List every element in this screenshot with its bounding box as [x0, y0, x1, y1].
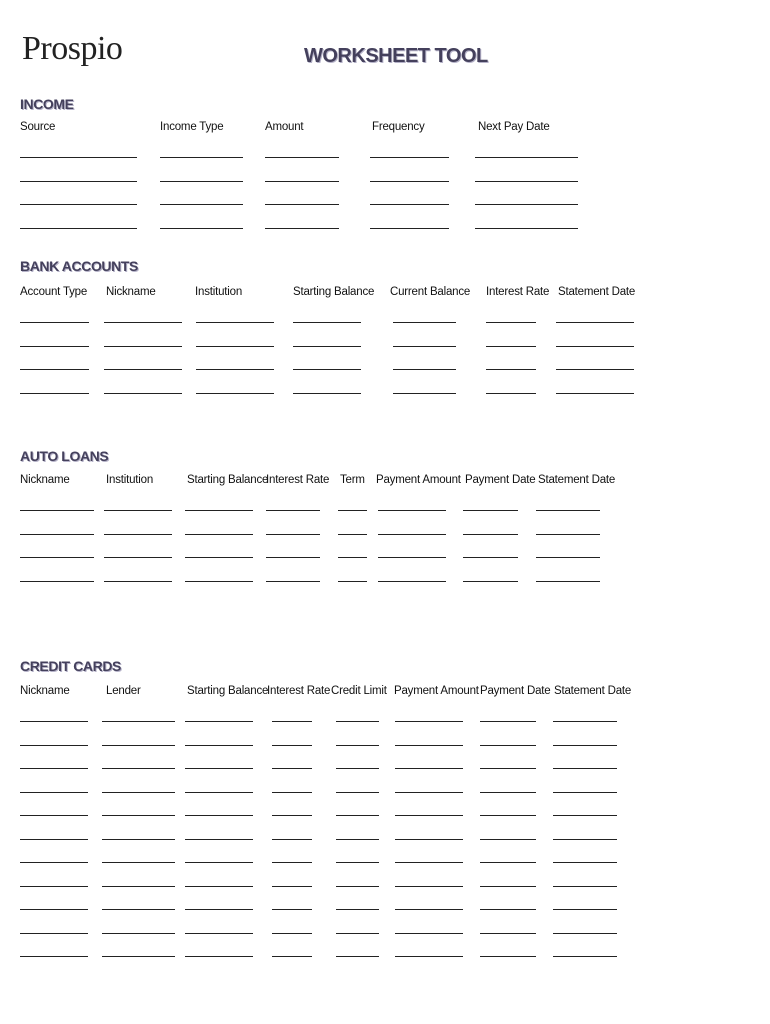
blank-line-lender[interactable]	[102, 909, 175, 910]
blank-line-payment-date[interactable]	[480, 886, 536, 887]
blank-line-payment-amount[interactable]	[378, 557, 446, 558]
blank-line-statement-date[interactable]	[553, 933, 617, 934]
blank-line-institution[interactable]	[104, 510, 172, 511]
blank-line-payment-amount[interactable]	[378, 534, 446, 535]
blank-line-payment-amount[interactable]	[395, 721, 463, 722]
blank-line-nickname[interactable]	[104, 346, 182, 347]
blank-line-nickname[interactable]	[20, 815, 88, 816]
blank-line-interest-rate[interactable]	[266, 557, 320, 558]
column-header-interest-rate: Interest Rate	[486, 286, 550, 298]
blank-line-starting-balance[interactable]	[185, 886, 253, 887]
blank-line-next-pay-date[interactable]	[475, 181, 578, 182]
blank-line-payment-amount[interactable]	[395, 956, 463, 957]
blank-line-credit-limit[interactable]	[336, 792, 379, 793]
blank-line-starting-balance[interactable]	[293, 369, 361, 370]
blank-line-interest-rate[interactable]	[266, 534, 320, 535]
column-header-income-type: Income Type	[160, 121, 224, 133]
blank-line-starting-balance[interactable]	[293, 346, 361, 347]
column-header-payment-date: Payment Date	[480, 685, 551, 697]
column-header-payment-date: Payment Date	[465, 474, 536, 486]
blank-line-interest-rate[interactable]	[486, 393, 536, 394]
blank-line-statement-date[interactable]	[556, 346, 634, 347]
blank-line-next-pay-date[interactable]	[475, 204, 578, 205]
blank-line-interest-rate[interactable]	[266, 510, 320, 511]
blank-line-starting-balance[interactable]	[185, 557, 253, 558]
blank-line-lender[interactable]	[102, 745, 175, 746]
column-header-institution: Institution	[195, 286, 243, 298]
blank-line-frequency[interactable]	[370, 204, 449, 205]
column-header-nickname: Nickname	[20, 474, 70, 486]
blank-line-institution[interactable]	[196, 393, 274, 394]
column-header-credit-limit: Credit Limit	[331, 685, 387, 697]
blank-line-interest-rate[interactable]	[486, 322, 536, 323]
column-header-nickname: Nickname	[20, 685, 70, 697]
blank-line-payment-amount[interactable]	[395, 933, 463, 934]
blank-line-payment-date[interactable]	[463, 581, 518, 582]
blank-line-institution[interactable]	[104, 557, 172, 558]
blank-line-institution[interactable]	[104, 534, 172, 535]
blank-line-term[interactable]	[338, 581, 367, 582]
blank-line-payment-amount[interactable]	[378, 581, 446, 582]
blank-line-lender[interactable]	[102, 792, 175, 793]
blank-line-lender[interactable]	[102, 768, 175, 769]
column-header-institution: Institution	[106, 474, 154, 486]
blank-line-interest-rate[interactable]	[272, 886, 312, 887]
column-header-amount: Amount	[265, 121, 304, 133]
blank-line-amount[interactable]	[265, 204, 339, 205]
blank-line-income-type[interactable]	[160, 157, 243, 158]
blank-line-interest-rate[interactable]	[272, 721, 312, 722]
blank-line-interest-rate[interactable]	[272, 815, 312, 816]
blank-line-nickname[interactable]	[20, 510, 94, 511]
column-header-payment-amount: Payment Amount	[394, 685, 479, 697]
blank-line-payment-date[interactable]	[480, 862, 536, 863]
page-title: WORKSHEET TOOL	[304, 45, 488, 67]
blank-line-credit-limit[interactable]	[336, 768, 379, 769]
blank-line-nickname[interactable]	[20, 956, 88, 957]
blank-line-payment-date[interactable]	[480, 745, 536, 746]
blank-line-lender[interactable]	[102, 839, 175, 840]
blank-line-payment-date[interactable]	[463, 510, 518, 511]
blank-line-term[interactable]	[338, 510, 367, 511]
blank-line-payment-date[interactable]	[463, 534, 518, 535]
blank-line-credit-limit[interactable]	[336, 933, 379, 934]
blank-line-institution[interactable]	[196, 322, 274, 323]
blank-line-interest-rate[interactable]	[272, 909, 312, 910]
column-header-next-pay-date: Next Pay Date	[478, 121, 550, 133]
blank-line-interest-rate[interactable]	[272, 745, 312, 746]
blank-line-nickname[interactable]	[20, 909, 88, 910]
blank-line-credit-limit[interactable]	[336, 886, 379, 887]
blank-line-interest-rate[interactable]	[272, 956, 312, 957]
blank-line-current-balance[interactable]	[393, 322, 456, 323]
column-header-statement-date: Statement Date	[558, 286, 636, 298]
column-header-starting-balance: Starting Balance	[187, 474, 269, 486]
blank-line-payment-amount[interactable]	[395, 839, 463, 840]
blank-line-institution[interactable]	[196, 369, 274, 370]
blank-line-starting-balance[interactable]	[293, 393, 361, 394]
column-header-lender: Lender	[106, 685, 141, 697]
column-header-statement-date: Statement Date	[538, 474, 616, 486]
blank-line-statement-date[interactable]	[553, 886, 617, 887]
blank-line-statement-date[interactable]	[553, 862, 617, 863]
prospio-logo: Prospio	[22, 30, 123, 67]
blank-line-payment-date[interactable]	[480, 721, 536, 722]
blank-line-interest-rate[interactable]	[272, 839, 312, 840]
blank-line-statement-date[interactable]	[553, 815, 617, 816]
blank-line-current-balance[interactable]	[393, 393, 456, 394]
blank-line-payment-date[interactable]	[480, 792, 536, 793]
blank-line-starting-balance[interactable]	[185, 933, 253, 934]
blank-line-payment-amount[interactable]	[395, 745, 463, 746]
blank-line-starting-balance[interactable]	[185, 815, 253, 816]
blank-line-starting-balance[interactable]	[185, 745, 253, 746]
blank-line-term[interactable]	[338, 534, 367, 535]
blank-line-starting-balance[interactable]	[185, 721, 253, 722]
column-header-source: Source	[20, 121, 56, 133]
blank-line-interest-rate[interactable]	[272, 768, 312, 769]
blank-line-statement-date[interactable]	[536, 581, 600, 582]
blank-line-amount[interactable]	[265, 181, 339, 182]
blank-line-account-type[interactable]	[20, 369, 89, 370]
blank-line-statement-date[interactable]	[556, 393, 634, 394]
blank-line-starting-balance[interactable]	[185, 862, 253, 863]
blank-line-payment-amount[interactable]	[395, 815, 463, 816]
blank-line-nickname[interactable]	[20, 886, 88, 887]
blank-line-statement-date[interactable]	[553, 956, 617, 957]
blank-line-statement-date[interactable]	[556, 369, 634, 370]
blank-line-credit-limit[interactable]	[336, 909, 379, 910]
blank-line-statement-date[interactable]	[536, 510, 600, 511]
blank-line-source[interactable]	[20, 181, 137, 182]
blank-line-interest-rate[interactable]	[266, 581, 320, 582]
column-header-account-type: Account Type	[20, 286, 88, 298]
column-header-current-balance: Current Balance	[390, 286, 471, 298]
blank-line-starting-balance[interactable]	[185, 909, 253, 910]
blank-line-statement-date[interactable]	[536, 557, 600, 558]
blank-line-payment-date[interactable]	[480, 933, 536, 934]
blank-line-payment-date[interactable]	[480, 839, 536, 840]
column-header-payment-amount: Payment Amount	[376, 474, 461, 486]
blank-line-interest-rate[interactable]	[272, 933, 312, 934]
blank-line-credit-limit[interactable]	[336, 745, 379, 746]
blank-line-nickname[interactable]	[20, 534, 94, 535]
section-title-income: INCOME	[20, 96, 74, 112]
blank-line-nickname[interactable]	[104, 393, 182, 394]
blank-line-amount[interactable]	[265, 228, 339, 229]
blank-line-account-type[interactable]	[20, 393, 89, 394]
blank-line-lender[interactable]	[102, 815, 175, 816]
column-header-term: Term	[340, 474, 365, 486]
blank-line-lender[interactable]	[102, 933, 175, 934]
blank-line-lender[interactable]	[102, 721, 175, 722]
blank-line-starting-balance[interactable]	[293, 322, 361, 323]
blank-line-income-type[interactable]	[160, 181, 243, 182]
blank-line-frequency[interactable]	[370, 181, 449, 182]
blank-line-payment-date[interactable]	[480, 815, 536, 816]
blank-line-next-pay-date[interactable]	[475, 228, 578, 229]
section-title-credit-cards: CREDIT CARDS	[20, 658, 121, 674]
blank-line-amount[interactable]	[265, 157, 339, 158]
blank-line-credit-limit[interactable]	[336, 956, 379, 957]
column-header-interest-rate: Interest Rate	[267, 685, 331, 697]
blank-line-lender[interactable]	[102, 886, 175, 887]
blank-line-nickname[interactable]	[104, 369, 182, 370]
blank-line-income-type[interactable]	[160, 204, 243, 205]
blank-line-starting-balance[interactable]	[185, 534, 253, 535]
blank-line-nickname[interactable]	[20, 557, 94, 558]
blank-line-statement-date[interactable]	[556, 322, 634, 323]
blank-line-interest-rate[interactable]	[272, 792, 312, 793]
column-header-starting-balance: Starting Balance	[187, 685, 269, 697]
blank-line-statement-date[interactable]	[553, 792, 617, 793]
blank-line-institution[interactable]	[196, 346, 274, 347]
blank-line-payment-date[interactable]	[480, 768, 536, 769]
blank-line-current-balance[interactable]	[393, 346, 456, 347]
blank-line-current-balance[interactable]	[393, 369, 456, 370]
blank-line-starting-balance[interactable]	[185, 510, 253, 511]
blank-line-next-pay-date[interactable]	[475, 157, 578, 158]
blank-line-nickname[interactable]	[20, 721, 88, 722]
blank-line-statement-date[interactable]	[553, 721, 617, 722]
blank-line-interest-rate[interactable]	[486, 346, 536, 347]
blank-line-lender[interactable]	[102, 862, 175, 863]
blank-line-nickname[interactable]	[20, 862, 88, 863]
blank-line-source[interactable]	[20, 157, 137, 158]
blank-line-income-type[interactable]	[160, 228, 243, 229]
blank-line-payment-amount[interactable]	[378, 510, 446, 511]
column-header-nickname: Nickname	[106, 286, 156, 298]
blank-line-frequency[interactable]	[370, 228, 449, 229]
blank-line-payment-amount[interactable]	[395, 862, 463, 863]
blank-line-interest-rate[interactable]	[272, 862, 312, 863]
blank-line-starting-balance[interactable]	[185, 581, 253, 582]
blank-line-account-type[interactable]	[20, 322, 89, 323]
column-header-starting-balance: Starting Balance	[293, 286, 375, 298]
section-title-bank-accounts: BANK ACCOUNTS	[20, 258, 138, 274]
blank-line-payment-date[interactable]	[463, 557, 518, 558]
blank-line-credit-limit[interactable]	[336, 721, 379, 722]
blank-line-payment-amount[interactable]	[395, 909, 463, 910]
blank-line-payment-amount[interactable]	[395, 768, 463, 769]
blank-line-nickname[interactable]	[20, 768, 88, 769]
blank-line-payment-amount[interactable]	[395, 792, 463, 793]
blank-line-statement-date[interactable]	[553, 839, 617, 840]
blank-line-starting-balance[interactable]	[185, 956, 253, 957]
blank-line-source[interactable]	[20, 228, 137, 229]
blank-line-credit-limit[interactable]	[336, 815, 379, 816]
blank-line-nickname[interactable]	[20, 745, 88, 746]
blank-line-nickname[interactable]	[20, 839, 88, 840]
blank-line-nickname[interactable]	[20, 933, 88, 934]
blank-line-payment-date[interactable]	[480, 909, 536, 910]
blank-line-credit-limit[interactable]	[336, 839, 379, 840]
blank-line-statement-date[interactable]	[536, 534, 600, 535]
blank-line-payment-amount[interactable]	[395, 886, 463, 887]
column-header-frequency: Frequency	[372, 121, 425, 133]
blank-line-lender[interactable]	[102, 956, 175, 957]
blank-line-starting-balance[interactable]	[185, 792, 253, 793]
blank-line-nickname[interactable]	[20, 792, 88, 793]
blank-line-nickname[interactable]	[104, 322, 182, 323]
blank-line-institution[interactable]	[104, 581, 172, 582]
blank-line-account-type[interactable]	[20, 346, 89, 347]
blank-line-interest-rate[interactable]	[486, 369, 536, 370]
blank-line-statement-date[interactable]	[553, 745, 617, 746]
column-header-statement-date: Statement Date	[554, 685, 632, 697]
blank-line-payment-date[interactable]	[480, 956, 536, 957]
blank-line-statement-date[interactable]	[553, 768, 617, 769]
blank-line-statement-date[interactable]	[553, 909, 617, 910]
blank-line-starting-balance[interactable]	[185, 839, 253, 840]
section-title-auto-loans: AUTO LOANS	[20, 448, 109, 464]
column-header-interest-rate: Interest Rate	[266, 474, 330, 486]
blank-line-nickname[interactable]	[20, 581, 94, 582]
blank-line-source[interactable]	[20, 204, 137, 205]
blank-line-frequency[interactable]	[370, 157, 449, 158]
blank-line-term[interactable]	[338, 557, 367, 558]
blank-line-starting-balance[interactable]	[185, 768, 253, 769]
blank-line-credit-limit[interactable]	[336, 862, 379, 863]
